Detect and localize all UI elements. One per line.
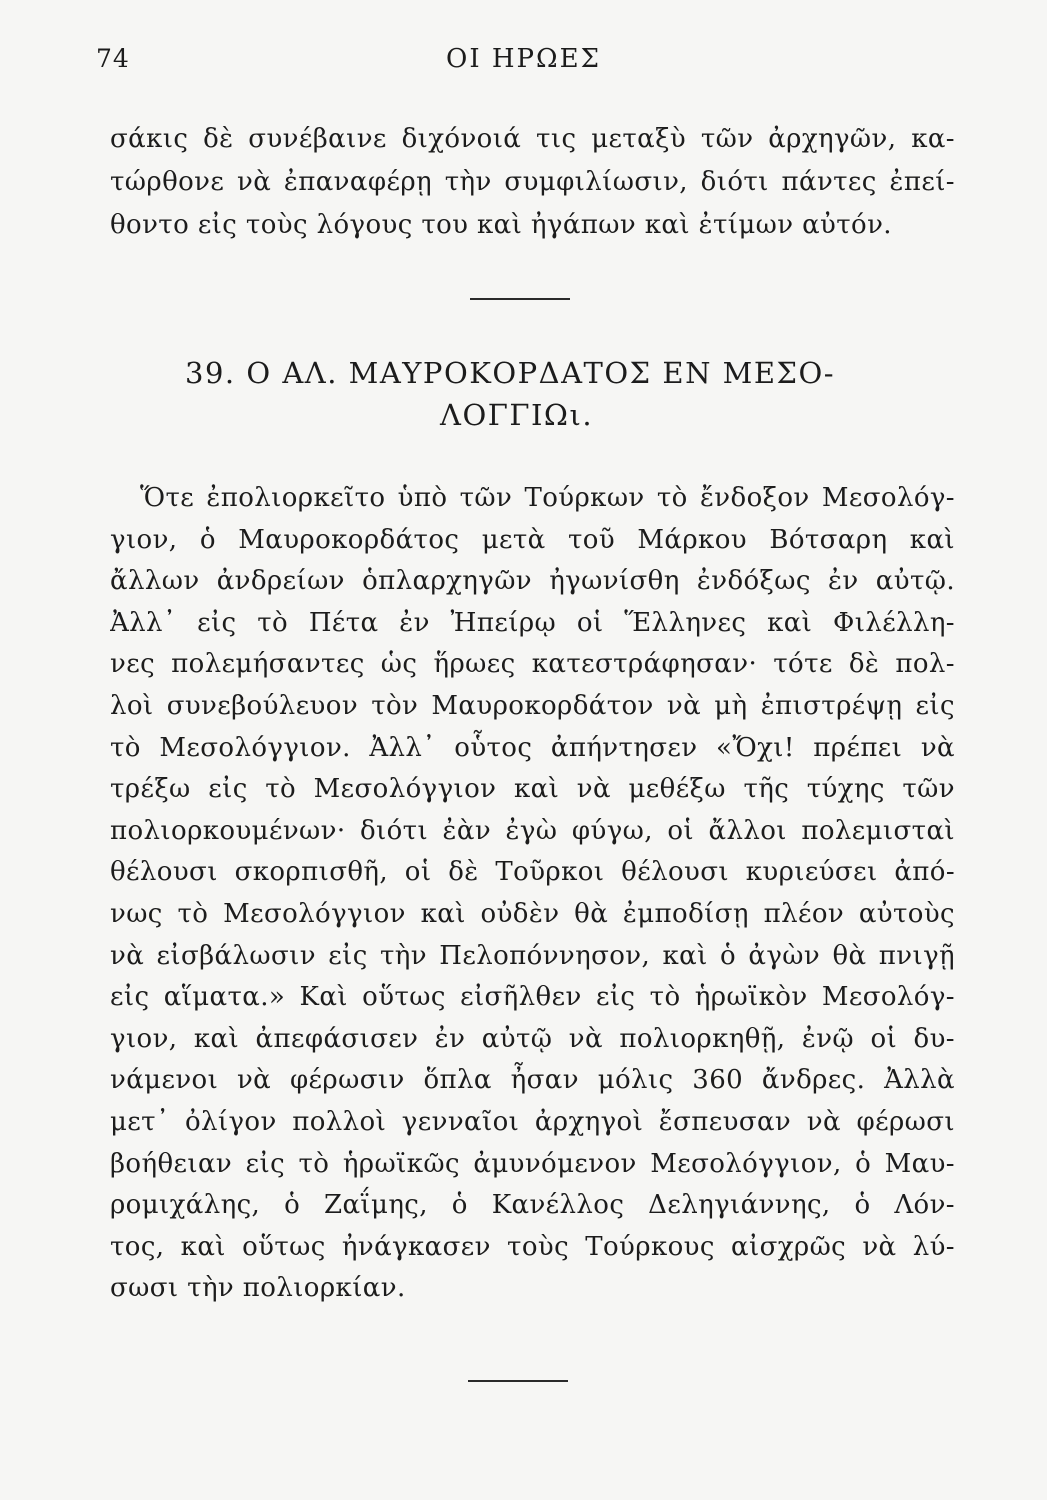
section-divider <box>470 298 570 300</box>
text-line: γιον, καὶ ἀπεφάσισεν ἐν αὐτῷ νὰ πολιορκηθῇ, ἐνῷ οἱ δυ- <box>110 1023 955 1054</box>
text-line: γιον, ὁ Μαυροκορδάτος μετὰ τοῦ Μάρκου Βότσαρη καὶ <box>110 524 955 555</box>
text-line: ρομιχάλης, ὁ Ζαΐμης, ὁ Κανέλλος Δεληγιάννης, ὁ Λόν- <box>110 1190 955 1221</box>
text-line: ἄλλων ἀνδρείων ὁπλαρχηγῶν ἠγωνίσθη ἐνδόξως ἐν αὐτῷ. <box>110 566 955 597</box>
section-heading-line: ΛΟΓΓΙΩι. <box>440 398 594 432</box>
text-line: πολιορκουμένων· διότι ἐὰν ἐγὼ φύγω, οἱ ἄλλοι πολεμισταὶ <box>110 815 955 846</box>
text-line: Ἀλλ᾽ εἰς τὸ Πέτα ἐν Ἠπείρῳ οἱ Ἕλληνες καὶ Φιλέλλη- <box>110 607 955 638</box>
text-line: θέλουσι σκορπισθῆ, οἱ δὲ Τοῦρκοι θέλουσι κυριεύσει ἀπό- <box>110 857 955 888</box>
section-heading-line: 39. Ο ΑΛ. ΜΑΥΡΟΚΟΡΔΑΤΟΣ ΕΝ ΜΕΣΟ- <box>185 356 836 390</box>
text-line: λοὶ συνεβούλευον τὸν Μαυροκορδάτον νὰ μὴ ἐπιστρέψῃ εἰς <box>110 690 955 721</box>
text-line: θοντο εἰς τοὺς λόγους του καὶ ἠγάπων καὶ ἐτίμων αὐτόν. <box>110 210 892 240</box>
text-line: τρέξω εἰς τὸ Μεσολόγγιον καὶ νὰ μεθέξω τῆς τύχης τῶν <box>110 774 955 805</box>
text-line: νες πολεμήσαντες ὡς ἥρωες κατεστράφησαν· τότε δὲ πολ- <box>110 649 955 680</box>
text-line: εἰς αἵματα.» Καὶ οὕτως εἰσῆλθεν εἰς τὸ ἡρωϊκὸν Μεσολόγ- <box>110 982 955 1013</box>
running-title: ΟΙ ΗΡΩΕΣ <box>446 44 601 74</box>
text-line: σωσι τὴν πολιορκίαν. <box>110 1273 406 1304</box>
intro-paragraph <box>110 118 955 247</box>
section-paragraph <box>110 478 955 1310</box>
text-line: νὰ εἰσβάλωσιν εἰς τὴν Πελοπόννησον, καὶ ὁ ἀγὼν θὰ πνιγῇ <box>110 940 955 971</box>
text-line: βοήθειαν εἰς τὸ ἡρωϊκῶς ἀμυνόμενον Μεσολόγγιον, ὁ Μαυ- <box>110 1148 955 1179</box>
text-line: μετ᾽ ὀλίγον πολλοὶ γενναῖοι ἀρχηγοὶ ἔσπευσαν νὰ φέρωσι <box>110 1106 955 1137</box>
text-line: σάκις δὲ συνέβαινε διχόνοιά τις μεταξὺ τῶν ἀρχηγῶν, κα- <box>110 124 955 154</box>
text-line: νως τὸ Μεσολόγγιον καὶ οὐδὲν θὰ ἐμποδίσῃ πλέον αὐτοὺς <box>110 898 955 929</box>
text-line: τώρθονε νὰ ἐπαναφέρῃ τὴν συμφιλίωσιν, διότι πάντες ἐπεί- <box>110 167 955 197</box>
section-heading <box>185 352 905 436</box>
text-line: Ὅτε ἐπολιορκεῖτο ὑπὸ τῶν Τούρκων τὸ ἔνδοξον Μεσολόγ- <box>140 483 955 513</box>
text-line: νάμενοι νὰ φέρωσιν ὅπλα ἦσαν μόλις 360 ἄνδρες. Ἀλλὰ <box>110 1065 955 1096</box>
page-number: 74 <box>96 44 130 73</box>
text-line: τος, καὶ οὕτως ἠνάγκασεν τοὺς Τούρκους αἰσχρῶς νὰ λύ- <box>110 1231 955 1262</box>
text-line: τὸ Μεσολόγγιον. Ἀλλ᾽ οὗτος ἀπήντησεν «Ὄχι! πρέπει νὰ <box>110 732 955 763</box>
section-divider <box>468 1380 568 1382</box>
